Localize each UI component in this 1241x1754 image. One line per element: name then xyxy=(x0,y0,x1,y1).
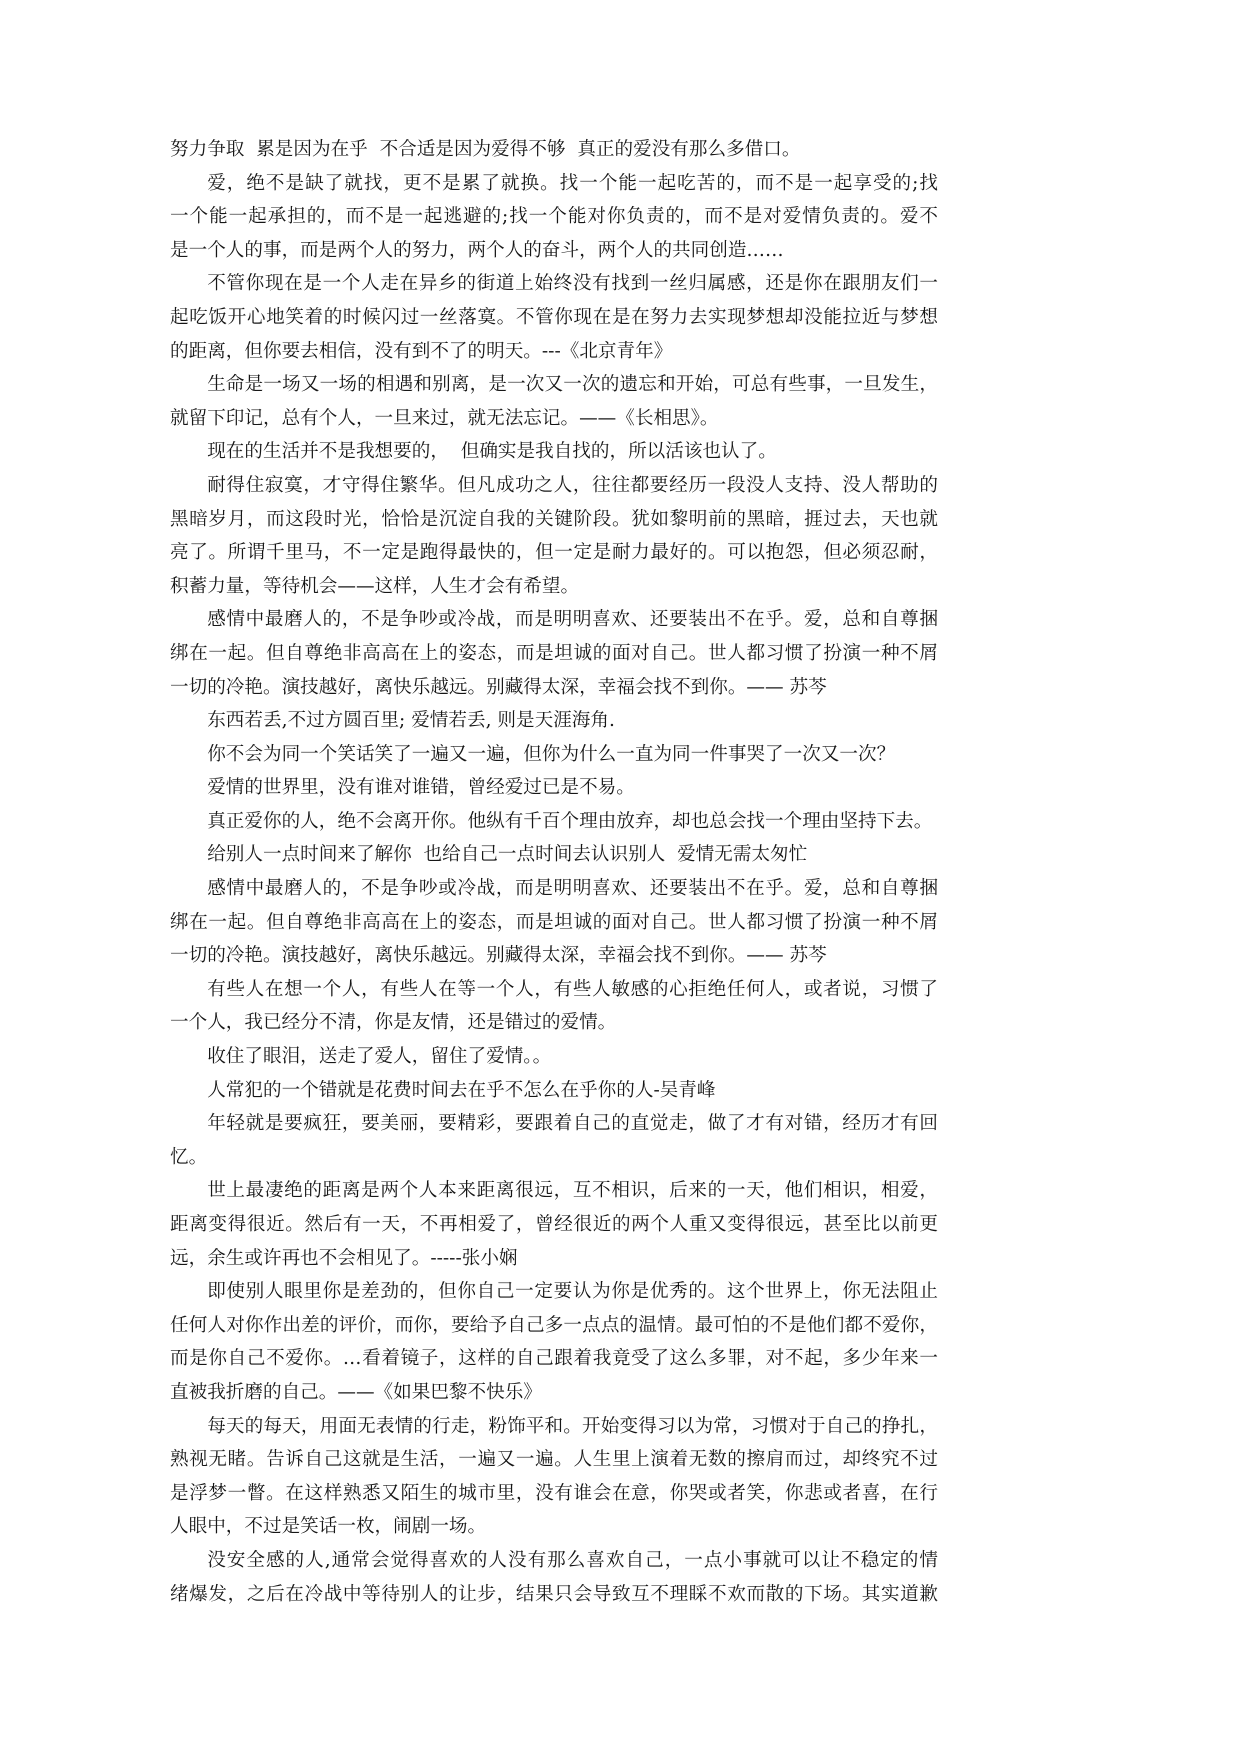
text-line: 人眼中，不过是笑话一枚，闹剧一场。 xyxy=(170,1516,487,1538)
text-line: 一切的冷艳。演技越好，离快乐越远。别藏得太深，幸福会找不到你。—— 苏芩 xyxy=(170,676,827,698)
text-line: 你不会为同一个笑话笑了一遍又一遍，但你为什么一直为同一件事哭了一次又一次？ xyxy=(207,743,896,765)
text-line: 直被我折磨的自己。——《如果巴黎不快乐》 xyxy=(170,1381,542,1403)
document-body xyxy=(170,133,938,1611)
text-line: 爱，绝不是缺了就找，更不是累了就换。找一个能一起吃苦的，而不是一起享受的;找 xyxy=(207,172,938,194)
paragraph xyxy=(170,1074,938,1108)
paragraph xyxy=(170,469,938,603)
paragraph xyxy=(170,738,938,772)
text-line: 现在的生活并不是我想要的， 但确实是我自找的，所以活该也认了。 xyxy=(207,441,777,463)
text-line: 耐得住寂寞，才守得住繁华。但凡成功之人，往往都要经历一段没人支持、没人帮助的 xyxy=(207,474,938,496)
paragraph xyxy=(170,167,938,268)
paragraph xyxy=(170,267,938,368)
text-line: 人常犯的一个错就是花费时间去在乎不怎么在乎你的人-吴青峰 xyxy=(207,1079,716,1101)
text-line: 远，余生或许再也不会相见了。-----张小娴 xyxy=(170,1247,518,1269)
text-line: 真正爱你的人，绝不会离开你。他纵有千百个理由放弃，却也总会找一个理由坚持下去。 xyxy=(207,810,933,832)
text-line: 一个能一起承担的，而不是一起逃避的;找一个能对你负责的，而不是对爱情负责的。爱不 xyxy=(170,206,938,228)
text-line: 绑在一起。但自尊绝非高高在上的姿态，而是坦诚的面对自己。世人都习惯了扮演一种不屑 xyxy=(170,642,938,664)
paragraph xyxy=(170,872,938,973)
text-line: 亮了。所谓千里马，不一定是跑得最快的，但一定是耐力最好的。可以抱怨，但必须忍耐， xyxy=(170,542,938,564)
text-line: 是浮梦一瞥。在这样熟悉又陌生的城市里，没有谁会在意，你哭或者笑，你悲或者喜，在行 xyxy=(170,1482,938,1504)
text-line: 一个人，我已经分不清，你是友情，还是错过的爱情。 xyxy=(170,1012,617,1034)
text-line: 世上最凄绝的距离是两个人本来距离很远，互不相识，后来的一天，他们相识，相爱， xyxy=(207,1180,938,1202)
text-line: 而是你自己不爱你。…看着镜子，这样的自己跟着我竟受了这么多罪，对不起，多少年来一 xyxy=(170,1348,938,1370)
text-line: 是一个人的事，而是两个人的努力，两个人的奋斗，两个人的共同创造…… xyxy=(170,239,784,261)
text-line: 绪爆发，之后在冷战中等待别人的让步，结果只会导致互不理睬不欢而散的下场。其实道歉 xyxy=(170,1583,938,1605)
text-line: 东西若丢,不过方圆百里; 爱情若丢, 则是天涯海角. xyxy=(207,710,615,732)
paragraph xyxy=(170,603,938,704)
text-line: 收住了眼泪，送走了爱人，留住了爱情。。 xyxy=(207,1046,552,1068)
text-line: 积蓄力量，等待机会——这样，人生才会有希望。 xyxy=(170,575,580,597)
text-line: 一切的冷艳。演技越好，离快乐越远。别藏得太深，幸福会找不到你。—— 苏芩 xyxy=(170,945,827,967)
text-line: 即使别人眼里你是差劲的，但你自己一定要认为你是优秀的。这个世界上，你无法阻止 xyxy=(207,1281,938,1303)
paragraph xyxy=(170,973,938,1040)
paragraph xyxy=(170,133,938,167)
paragraph xyxy=(170,1040,938,1074)
paragraph xyxy=(170,1275,938,1409)
paragraph xyxy=(170,771,938,805)
text-line: 年轻就是要疯狂，要美丽，要精彩，要跟着自己的直觉走，做了才有对错，经历才有回 xyxy=(207,1113,938,1135)
text-line: 感情中最磨人的，不是争吵或冷战，而是明明喜欢、还要装出不在乎。爱，总和自尊捆 xyxy=(207,878,938,900)
text-line: 感情中最磨人的，不是争吵或冷战，而是明明喜欢、还要装出不在乎。爱，总和自尊捆 xyxy=(207,609,938,631)
text-line: 绑在一起。但自尊绝非高高在上的姿态，而是坦诚的面对自己。世人都习惯了扮演一种不屑 xyxy=(170,911,938,933)
text-line: 爱情的世界里，没有谁对谁错，曾经爱过已是不易。 xyxy=(207,777,635,799)
paragraph xyxy=(170,435,938,469)
text-line: 起吃饭开心地笑着的时候闪过一丝落寞。不管你现在是在努力去实现梦想却没能拉近与梦想 xyxy=(170,306,938,328)
text-line: 给别人一点时间来了解你 也给自己一点时间去认识别人 爱情无需太匆忙 xyxy=(207,844,808,866)
paragraph xyxy=(170,1410,938,1544)
text-line: 就留下印记，总有个人，一旦来过，就无法忘记。——《长相思》。 xyxy=(170,407,719,429)
text-line: 距离变得很近。然后有一天，不再相爱了，曾经很近的两个人重又变得很远，甚至比以前更 xyxy=(170,1214,938,1235)
paragraph xyxy=(170,368,938,435)
paragraph xyxy=(170,704,938,738)
text-line: 忆。 xyxy=(170,1146,208,1168)
paragraph xyxy=(170,838,938,872)
text-line: 不管你现在是一个人走在异乡的街道上始终没有找到一丝归属感，还是你在跟朋友们一 xyxy=(207,273,938,295)
text-line: 熟视无睹。告诉自己这就是生活，一遍又一遍。人生里上演着无数的擦肩而过，却终究不过 xyxy=(170,1449,938,1471)
text-line: 努力争取 累是因为在乎 不合适是因为爱得不够 真正的爱没有那么多借口。 xyxy=(170,139,801,160)
text-line: 每天的每天，用面无表情的行走，粉饰平和。开始变得习以为常，习惯对于自己的挣扎， xyxy=(207,1415,938,1437)
text-line: 黑暗岁月，而这段时光，恰恰是沉淀自我的关键阶段。犹如黎明前的黑暗，捱过去，天也就 xyxy=(170,508,938,530)
paragraph xyxy=(170,1107,938,1174)
paragraph xyxy=(170,1544,938,1611)
paragraph xyxy=(170,805,938,839)
text-line: 没安全感的人,通常会觉得喜欢的人没有那么喜欢自己，一点小事就可以让不稳定的情 xyxy=(207,1549,938,1571)
text-line: 的距离，但你要去相信，没有到不了的明天。---《北京青年》 xyxy=(170,340,673,362)
text-line: 任何人对你作出差的评价，而你，要给予自己多一点点的温情。最可怕的不是他们都不爱你， xyxy=(170,1314,938,1336)
text-line: 生命是一场又一场的相遇和别离，是一次又一次的遗忘和开始，可总有些事，一旦发生， xyxy=(207,374,938,396)
text-line: 有些人在想一个人，有些人在等一个人，有些人敏感的心拒绝任何人，或者说，习惯了 xyxy=(207,978,938,1000)
paragraph xyxy=(170,1174,938,1275)
